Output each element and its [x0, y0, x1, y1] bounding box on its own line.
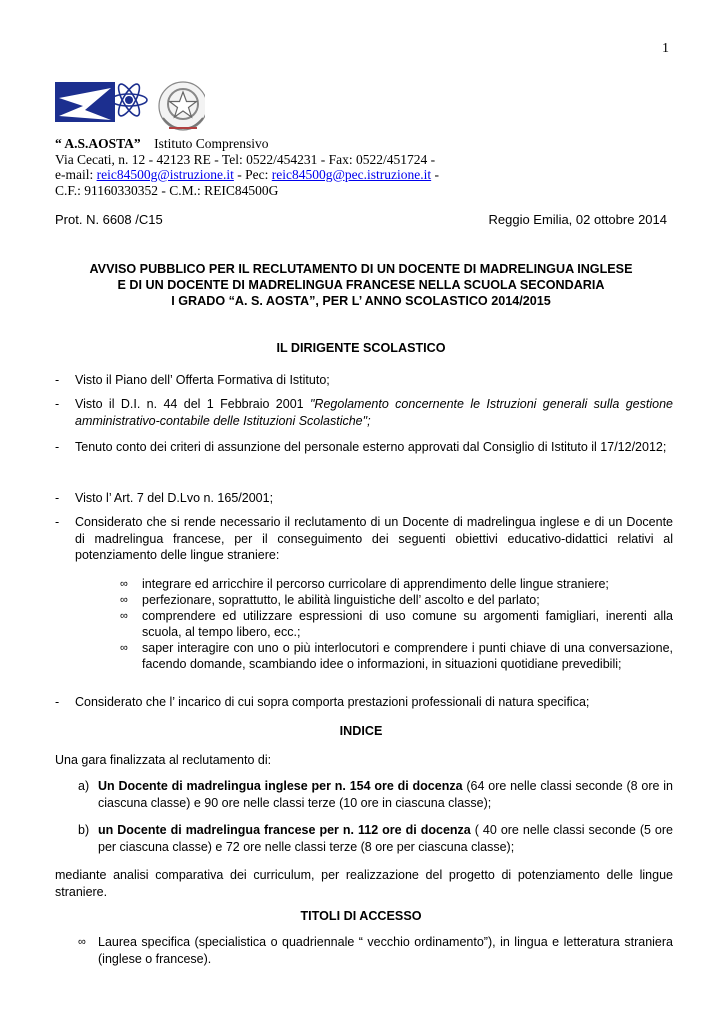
position-title: Un Docente di madrelingua inglese per n. 154 ore di docenza — [98, 779, 463, 793]
objectives-list — [120, 576, 673, 672]
considerato-text: Considerato che si rende necessario il reclutamento di un Docente di madrelingua inglese e di un Docente di madrelingua francese, per il conseguimento dei seguenti obiettivi educativo-didattici relativi al potenziamento delle lingue straniere: — [75, 515, 673, 562]
position-text — [98, 822, 673, 856]
dash-symbol: - — [55, 515, 60, 529]
criteri-text: Tenuto conto dei criteri di assunzione del personale esterno approvati dal Consiglio di Istituto il 17/12/2012; — [75, 440, 667, 454]
logo-area — [55, 76, 205, 136]
italian-emblem-icon — [159, 82, 205, 130]
dash-symbol: - — [55, 373, 60, 387]
email-line — [55, 167, 439, 183]
incarico-item — [55, 694, 673, 711]
title-line: E DI UN DOCENTE DI MADRELINGUA FRANCESE NELLA SCUOLA SECONDARIA — [117, 278, 605, 292]
objective-text: comprendere ed utilizzare espressioni di uso comune su argomenti famigliari, inerenti alla scuola, al tempo libero, ecc.; — [142, 609, 673, 639]
position-text — [98, 778, 673, 812]
position-item — [78, 822, 673, 856]
visto-di-prefix: Visto il D.I. n. 44 del 1 Febbraio 2001 — [75, 397, 310, 411]
art7-text: Visto l’ Art. 7 del D.Lvo n. 165/2001; — [75, 491, 274, 505]
email-link[interactable]: reic84500g@istruzione.it — [96, 167, 234, 182]
mediante-paragraph: mediante analisi comparativa dei curriculum, per realizzazione del progetto di potenziamento delle lingue straniere. — [55, 868, 673, 899]
atom-icon — [111, 81, 147, 118]
objective-text: integrare ed arricchire il percorso curricolare di apprendimento delle lingue straniere; — [142, 577, 609, 591]
position-label: b) — [78, 823, 90, 837]
title-line: AVVISO PUBBLICO PER IL RECLUTAMENTO DI UN DOCENTE DI MADRELINGUA INGLESE — [89, 262, 633, 276]
infinity-bullet-icon: ∞ — [120, 594, 128, 606]
position-details: (64 ore nelle classi seconde (8 ore in ciascuna classe) e 90 ore nelle classi terze (10 ore in ciascuna classe); — [98, 779, 673, 810]
cf-line: C.F.: 91160330352 - C.M.: REIC84500G — [55, 182, 279, 198]
considerato-item — [55, 514, 673, 564]
email-label: e-mail: — [55, 167, 94, 182]
protocol-number: Prot. N. 6608 /C15 — [55, 212, 163, 227]
infinity-bullet-icon: ∞ — [120, 578, 128, 590]
school-logo — [55, 76, 205, 138]
position-title: un Docente di madrelingua francese per n. 112 ore di docenza — [98, 823, 471, 837]
dash-symbol: - — [55, 397, 60, 411]
objective-text: saper interagire con uno o più interlocutori e comprendere i punti chiave di una conversazione, facendo domande, scambiando idee o informazioni, in situazioni quotidiane prevedibili; — [142, 641, 673, 671]
dash-symbol: - — [55, 695, 60, 709]
position-details: ( 40 ore nelle classi seconde (5 ore per ciascuna classe) e 72 ore nelle classi terze (8 ore per ciascuna classe); — [98, 823, 673, 854]
gara-intro: Una gara finalizzata al reclutamento di: — [55, 753, 272, 767]
place-date: Reggio Emilia, 02 ottobre 2014 — [488, 212, 667, 227]
list-item — [120, 608, 673, 640]
art7-item — [55, 490, 673, 507]
infinity-bullet-icon: ∞ — [78, 936, 86, 948]
incarico-text: Considerato che l’ incarico di cui sopra comporta prestazioni professionali di natura specifica; — [75, 695, 590, 709]
objective-text: perfezionare, soprattutto, le abilità linguistiche dell’ ascolto e del parlato; — [142, 593, 540, 607]
pec-label: - Pec: — [237, 167, 269, 182]
infinity-bullet-icon: ∞ — [120, 642, 128, 654]
dirigente-heading: IL DIRIGENTE SCOLASTICO — [276, 341, 446, 355]
infinity-bullet-icon: ∞ — [120, 610, 128, 622]
position-item — [78, 778, 673, 812]
criteri-item — [55, 439, 673, 456]
list-item — [120, 640, 673, 672]
page-number: 1 — [662, 41, 669, 56]
titoli-item — [78, 934, 673, 967]
titoli-text: Laurea specifica (specialistica o quadriennale “ vecchio ordinamento”), in lingua e letteratura straniera (inglese o francese). — [98, 935, 673, 966]
dash-symbol: - — [55, 491, 60, 505]
school-name-line — [55, 136, 439, 152]
visto-di-item — [55, 396, 673, 429]
visto-di-text — [75, 396, 673, 429]
titoli-heading: TITOLI DI ACCESSO — [300, 909, 422, 923]
protocol-line — [55, 212, 667, 227]
school-type: Istituto Comprensivo — [154, 136, 269, 151]
visto-pof-item — [55, 372, 673, 389]
indice-heading: INDICE — [339, 724, 383, 738]
title-line: I GRADO “A. S. AOSTA”, PER L’ ANNO SCOLASTICO 2014/2015 — [171, 294, 551, 308]
document-title — [55, 261, 667, 309]
visto-di-regulation: "Regolamento concernente le Istruzioni generali sulla gestione amministrativo-contabile delle Istituzioni Scolastiche"; — [75, 397, 673, 428]
address-line: Via Cecati, n. 12 - 42123 RE - Tel: 0522/454231 - Fax: 0522/451724 - — [55, 151, 436, 167]
school-header — [55, 136, 439, 198]
pec-link[interactable]: reic84500g@pec.istruzione.it — [271, 167, 432, 182]
school-name: “ A.S.AOSTA” — [55, 136, 141, 151]
dash-symbol: - — [55, 440, 60, 454]
list-item — [120, 592, 673, 608]
position-label: a) — [78, 779, 90, 793]
visto-pof-text: Visto il Piano dell’ Offerta Formativa di Istituto; — [75, 373, 330, 387]
line-end: - — [434, 167, 440, 182]
list-item — [120, 576, 673, 592]
